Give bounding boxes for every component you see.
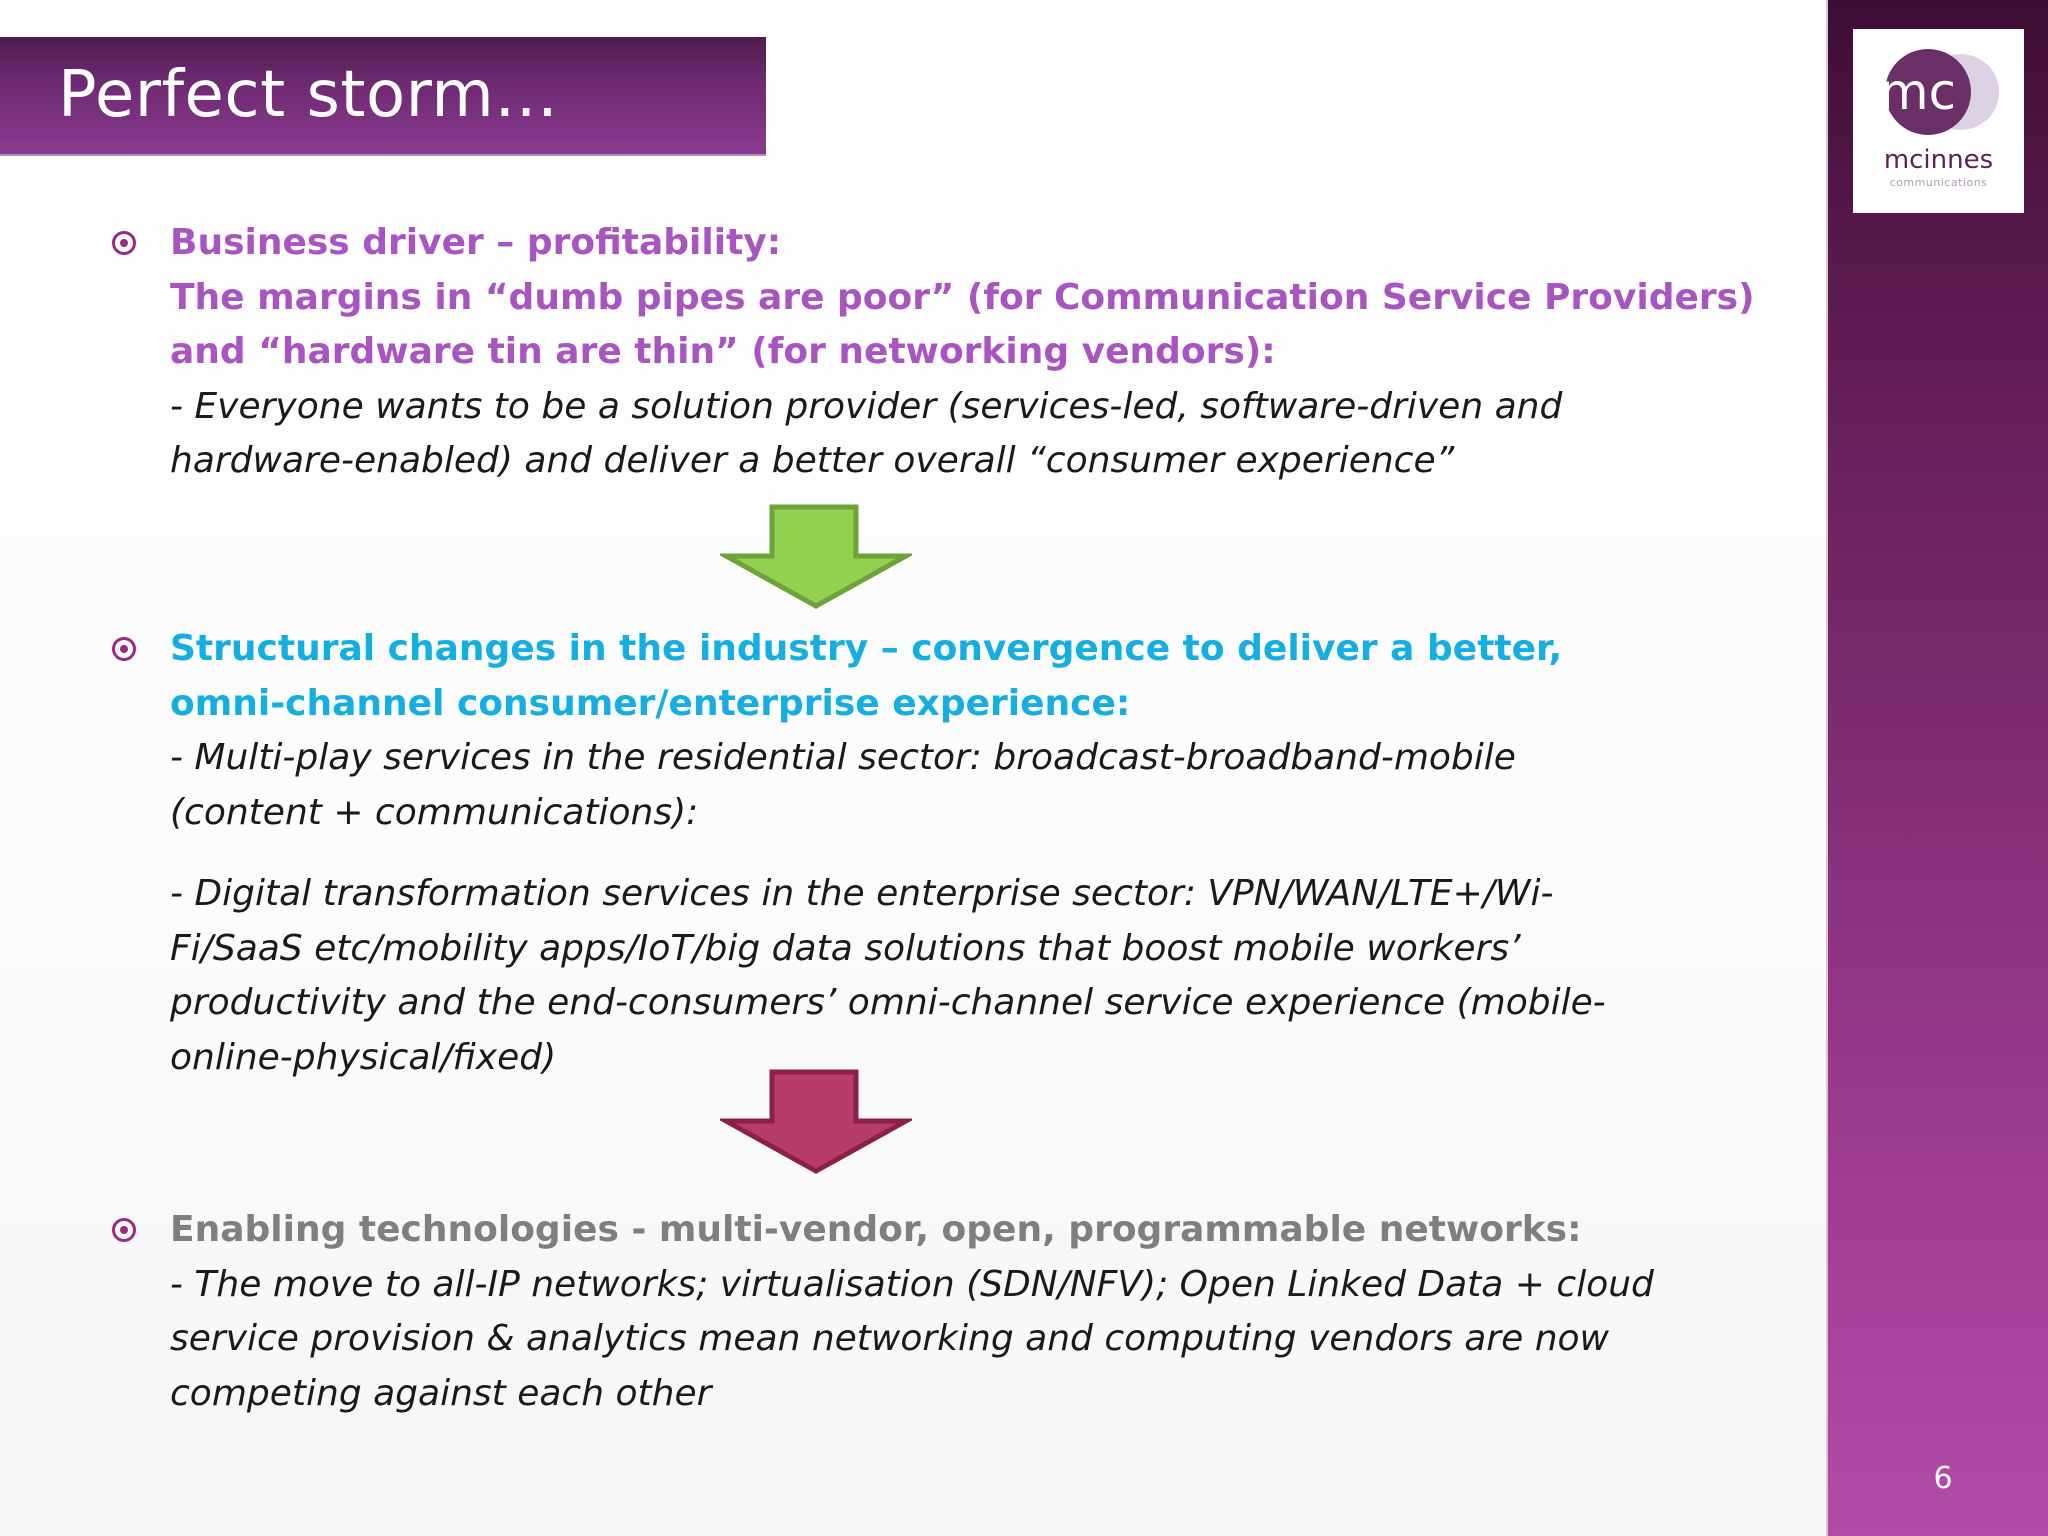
section-heading-line: and “hardware tin are thin” (for networking vendors): — [170, 331, 1276, 372]
section-body-line: productivity and the end-consumers’ omni-channel service experience (mobile- — [170, 982, 1606, 1023]
section-enabling-technologies — [170, 1203, 1710, 1421]
section-heading-line: Business driver – profitability: — [170, 222, 782, 263]
section-body-line: - Multi-play services in the residential sector: broadcast-broadband-mobile — [170, 737, 1516, 778]
section-heading-line: omni-channel consumer/enterprise experience: — [170, 682, 1131, 724]
down-arrow-icon — [720, 1068, 912, 1176]
logo-name: mcinnes — [1883, 145, 1994, 175]
circled-dot-bullet-icon — [112, 231, 136, 255]
circled-dot-bullet-icon — [112, 637, 136, 661]
section-structural-changes-enterprise — [170, 867, 1710, 1085]
section-body-line: - The move to all-IP networks; virtualisation (SDN/NFV); Open Linked Data + cloud — [170, 1263, 1654, 1305]
section-heading-line: Enabling technologies - multi-vendor, open, programmable networks: — [170, 1209, 1582, 1250]
section-body-line: online-physical/fixed) — [170, 1036, 557, 1078]
section-heading-line: The margins in “dumb pipes are poor” (for Communication Service Providers) — [170, 276, 1755, 318]
section-body-line: service provision & analytics mean networking and computing vendors are now — [170, 1318, 1609, 1359]
page-number: 6 — [1933, 1461, 1953, 1496]
slide-title: Perfect storm… — [58, 58, 559, 132]
company-logo — [1853, 29, 2024, 213]
section-heading-line: Structural changes in the industry – convergence to deliver a better, — [170, 628, 1563, 669]
section-body-line: Fi/SaaS etc/mobility apps/IoT/big data solutions that boost mobile workers’ — [170, 927, 1521, 969]
side-band — [1828, 0, 2048, 1536]
section-body-line: hardware-enabled) and deliver a better overall “consumer experience” — [170, 440, 1455, 481]
title-bar — [0, 37, 766, 156]
section-structural-changes — [170, 622, 1710, 840]
section-body-line: - Everyone wants to be a solution provider (services-led, software-driven and — [170, 385, 1563, 427]
circled-dot-bullet-icon — [112, 1218, 136, 1242]
section-business-driver — [170, 216, 1755, 489]
section-body-line: competing against each other — [170, 1372, 712, 1414]
section-body-line: (content + communications): — [170, 791, 699, 833]
down-arrow-icon — [720, 503, 912, 611]
logo-subtitle: communications — [1889, 176, 1988, 189]
logo-mark-text: mc — [1879, 63, 1957, 121]
section-body-line: - Digital transformation services in the enterprise sector: VPN/WAN/LTE+/Wi- — [170, 873, 1554, 914]
logo-circles-icon — [1876, 47, 2006, 137]
